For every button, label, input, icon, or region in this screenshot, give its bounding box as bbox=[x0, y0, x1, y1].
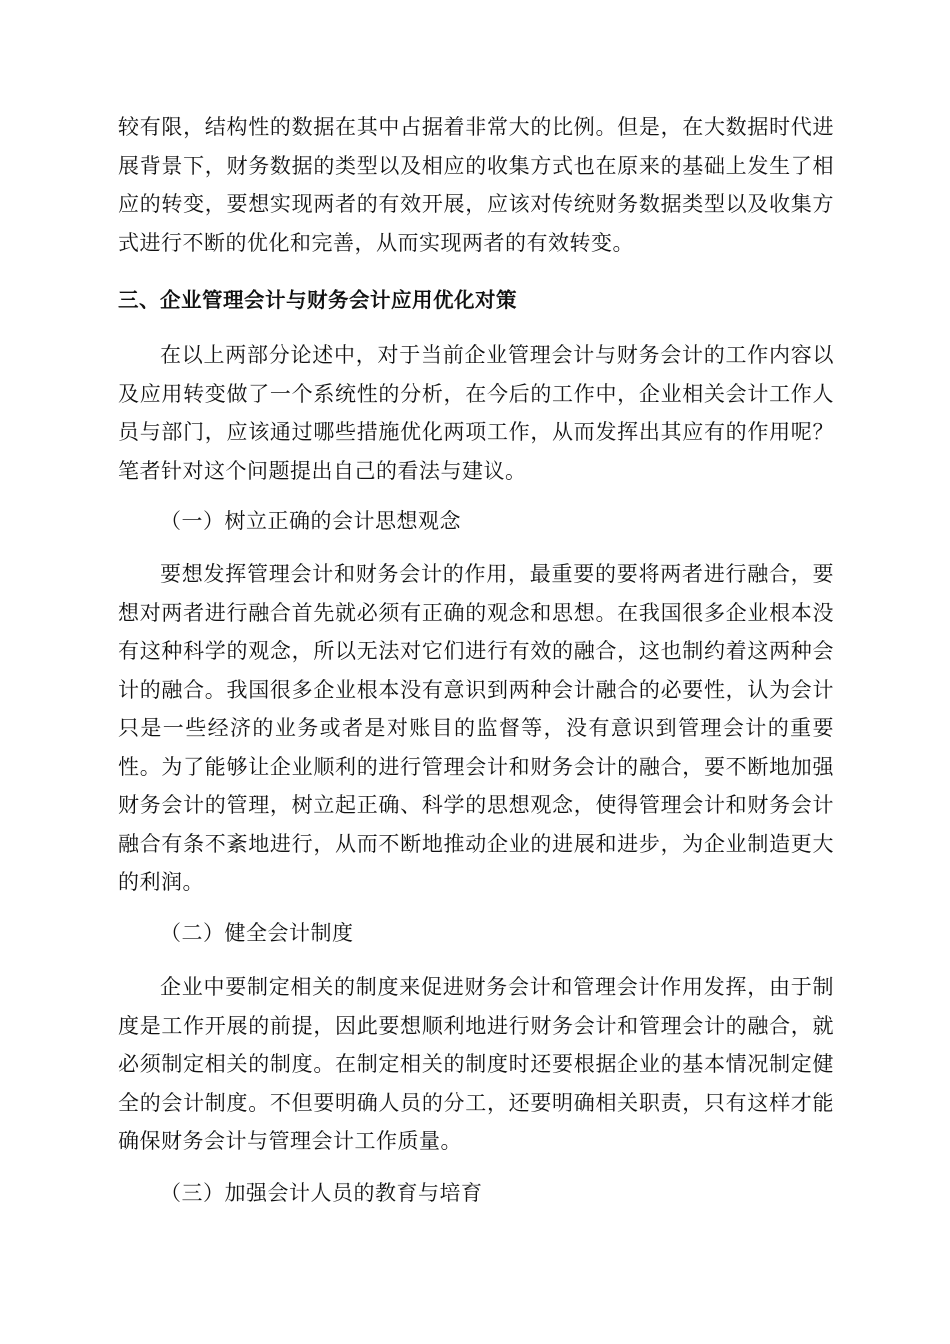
intro-paragraph: 较有限，结构性的数据在其中占据着非常大的比例。但是，在大数据时代进展背景下，财务数据的类型以及相应的收集方式也在原来的基础上发生了相应的转变，要想实现两者的有效开展，应该对传统财务数据类型以及收集方式进行不断的优化和完善，从而实现两者的有效转变。 bbox=[118, 115, 834, 255]
subsection-2-heading: （二）健全会计制度 bbox=[160, 921, 354, 945]
section-3-paragraph: 在以上两部分论述中，对于当前企业管理会计与财务会计的工作内容以及应用转变做了一个系统性的分析，在今后的工作中，企业相关会计工作人员与部门，应该通过哪些措施优化两项工作，从而发挥出其应有的作用呢？笔者针对这个问题提出自己的看法与建议。 bbox=[118, 343, 834, 483]
section-3-heading: 三、企业管理会计与财务会计应用优化对策 bbox=[118, 288, 517, 312]
subsection-2-paragraph: 企业中要制定相关的制度来促进财务会计和管理会计作用发挥，由于制度是工作开展的前提，因此要想顺利地进行财务会计和管理会计的融合，就必须制定相关的制度。在制定相关的制度时还要根据企业的基本情况制定健全的会计制度。不但要明确人员的分工，还要明确相关职责，只有这样才能确保财务会计与管理会计工作质量。 bbox=[118, 975, 834, 1153]
subsection-1-paragraph: 要想发挥管理会计和财务会计的作用，最重要的要将两者进行融合，要想对两者进行融合首先就必须有正确的观念和思想。在我国很多企业根本没有这种科学的观念，所以无法对它们进行有效的融合，这也制约着这两种会计的融合。我国很多企业根本没有意识到两种会计融合的必要性，认为会计只是一些经济的业务或者是对账目的监督等，没有意识到管理会计的重要性。为了能够让企业顺利的进行管理会计和财务会计的融合，要不断地加强财务会计的管理，树立起正确、科学的思想观念，使得管理会计和财务会计融合有条不紊地进行，从而不断地推动企业的进展和进步，为企业制造更大的利润。 bbox=[118, 562, 834, 894]
subsection-3-heading: （三）加强会计人员的教育与培育 bbox=[160, 1181, 483, 1205]
subsection-1-heading: （一）树立正确的会计思想观念 bbox=[160, 509, 461, 533]
